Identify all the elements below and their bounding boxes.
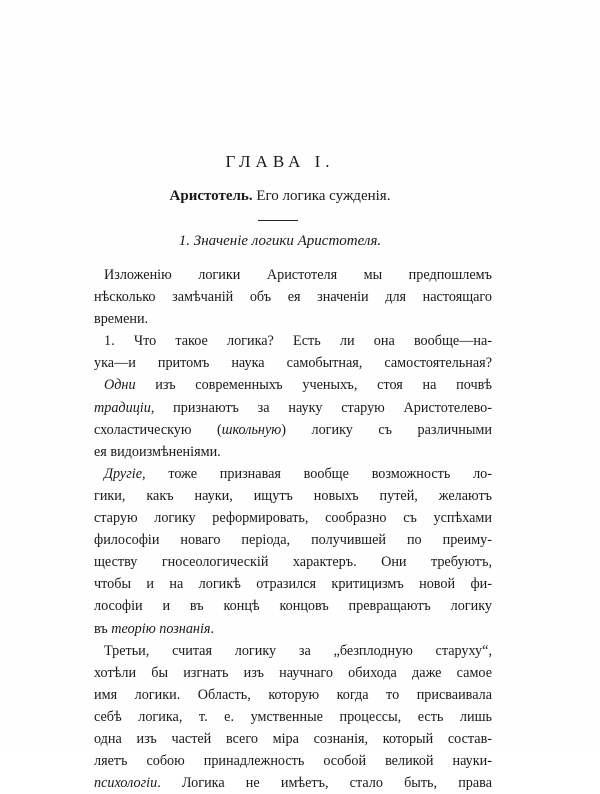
emphasized-text: психологіи [94, 775, 158, 792]
text-segment: имя логики. Область, которую когда то присваивала [94, 686, 492, 703]
text-line [94, 662, 492, 684]
emphasized-text: традиціи [94, 399, 151, 416]
chapter-title-rest: Его логика сужденія. [252, 188, 391, 204]
text-segment: , тоже признавая вообще возможность ло- [142, 465, 492, 482]
text-line [94, 573, 492, 595]
text-line [94, 595, 492, 617]
text-line [94, 640, 492, 662]
text-segment: 1. Что такое логика? Есть ли она вообще—на- [104, 333, 492, 350]
text-segment: . [210, 620, 215, 637]
text-segment: одна изъ частей всего міра сознанія, который состав- [94, 730, 492, 747]
chapter-title-name: Аристотель. [169, 188, 253, 204]
body-text [94, 264, 492, 794]
text-segment: чтобы и на логикѣ отразился критицизмъ новой фи- [94, 576, 492, 593]
text-line [94, 551, 492, 573]
text-line [94, 485, 492, 507]
text-line [94, 397, 492, 419]
text-line [94, 374, 492, 396]
text-line [94, 772, 492, 794]
text-segment: Третьи, считая логику за „безплодную старуху“, [104, 642, 492, 659]
text-segment: времени. [94, 311, 149, 328]
section-title: 1. Значеніе логики Аристотеля. [178, 233, 382, 249]
chapter-heading: ГЛАВА I. [225, 152, 335, 171]
text-segment: схоластическую ( [94, 421, 222, 438]
text-segment: Изложенію логики Аристотеля мы предпошлемъ [104, 267, 492, 283]
text-line [94, 684, 492, 706]
text-segment: философіи новаго періода, получившей по преиму- [94, 532, 492, 549]
text-segment: ука—и притомъ наука самобытная, самостоятельная? [94, 355, 492, 372]
text-line [94, 618, 492, 640]
text-segment: изъ современныхъ ученыхъ, стоя на почвѣ [135, 377, 492, 394]
text-segment: себѣ логика, т. е. умственные процессы, есть лишь [94, 708, 492, 725]
text-line [94, 529, 492, 551]
text-line [94, 419, 492, 441]
text-segment: ществу гносеологическій характеръ. Они требуютъ, [94, 554, 492, 571]
text-segment: . Логика не имѣетъ, стало быть, права [157, 775, 492, 792]
text-segment: гики, какъ науки, ищутъ новыхъ путей, желаютъ [94, 487, 492, 504]
text-line [94, 507, 492, 529]
text-line [94, 728, 492, 750]
text-line [94, 264, 492, 286]
text-line [94, 441, 492, 463]
chapter-title [0, 188, 560, 205]
text-segment: нѣсколько замѣчаній объ ея значеніи для настоящаго [94, 289, 492, 306]
text-segment: ея видоизмѣненіями. [94, 443, 221, 460]
text-line [94, 286, 492, 308]
title-divider [258, 220, 298, 221]
text-line [94, 308, 492, 330]
text-segment: въ [94, 620, 112, 637]
text-line [94, 750, 492, 772]
text-line [94, 330, 492, 352]
text-segment: лософіи и въ концѣ концовъ превращаютъ логику [94, 598, 492, 615]
text-segment: старую логику реформировать, сообразно съ успѣхами [94, 510, 492, 527]
text-line [94, 706, 492, 728]
emphasized-text: теорію познанія [111, 620, 211, 637]
text-line [94, 352, 492, 374]
text-segment: ляетъ собою принадлежность особой великой науки- [94, 753, 492, 770]
emphasized-text: школьную [221, 421, 282, 438]
text-line [94, 463, 492, 485]
emphasized-text: Другіе [104, 465, 143, 482]
text-segment: хотѣли бы изгнать изъ научнаго обихода даже самое [94, 664, 492, 681]
emphasized-text: Одни [104, 377, 136, 394]
text-segment: ) логику съ различными [281, 421, 492, 438]
text-segment: , признаютъ за науку старую Аристотелево- [150, 399, 492, 416]
